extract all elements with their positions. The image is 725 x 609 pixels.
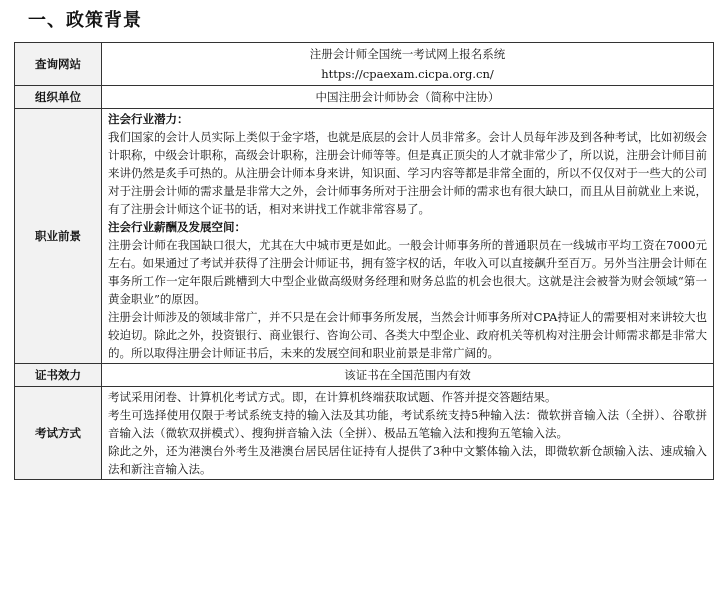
- row-website: [15, 43, 714, 86]
- row-exam: [15, 387, 714, 480]
- exam-input-methods-text: 考生可选择使用仅限于考试系统支持的输入法及其功能，考试系统支持5种输入法：微软拼音输入法（全拼）、谷歌拼音输入法（微软双拼模式）、搜狗拼音输入法（全拼）、极品五笔输入法和搜狗五笔输入法。: [108, 408, 707, 440]
- website-system-name: 注册会计师全国统一考试网上报名系统: [309, 47, 506, 61]
- career-potential-text: 我们国家的会计人员实际上类似于金字塔，也就是底层的会计人员非常多。会计人员每年涉及到各种考试，比如初级会计职称，中级会计职称，高级会计职称，注册会计师等等。但是真正顶尖的人才就非常少了，所以说，注册会计师目前来讲仍然是炙手可热的。从注册会计师本身来讲，知识面、学习内容等都是非常全面的，所以不仅仅对于一些大的公司对于注册会计师的需求量是非常大之外，会计师事务所对于注册会计师的需求也有很大缺口，而且从目前就业上来说，有了注册会计师这个证书的话，相对来讲找工作就非常容易了。: [108, 130, 707, 216]
- career-salary-heading: 注会行业薪酬及发展空间：: [108, 220, 246, 234]
- label-exam: 考试方式: [15, 387, 102, 480]
- career-salary-text: 注册会计师在我国缺口很大，尤其在大中城市更是如此。一般会计师事务所的普通职员在一线城市平均工资在7000元左右。如果通过了考试并获得了注册会计师证书，拥有签字权的话，年收入可以直接飙升至百万。另外当注册会计师在事务所工作一定年限后跳槽到大中型企业做高级财务经理和财务总监的机会也很大。这就是注会被誉为财会领域“第一黄金职业”的原因。: [108, 238, 707, 306]
- row-career: [15, 109, 714, 364]
- website-url-link[interactable]: https://cpaexam.cicpa.org.cn/: [321, 67, 494, 81]
- row-certificate: [15, 364, 714, 387]
- label-website: 查询网站: [15, 43, 102, 86]
- value-exam: [102, 387, 714, 480]
- value-certificate: 该证书在全国范围内有效: [102, 364, 714, 387]
- policy-info-table: [14, 42, 714, 480]
- exam-format-text: 考试采用闭卷、计算机化考试方式。即，在计算机终端获取试题、作答并提交答题结果。: [108, 390, 557, 404]
- section-title: 一、政策背景: [28, 10, 142, 31]
- value-career: [102, 109, 714, 364]
- career-potential-heading: 注会行业潜力：: [108, 112, 189, 126]
- label-certificate: 证书效力: [15, 364, 102, 387]
- value-organizer: 中国注册会计师协会（简称中注协）: [102, 86, 714, 109]
- value-website: [102, 43, 714, 86]
- label-organizer: 组织单位: [15, 86, 102, 109]
- row-organizer: [15, 86, 714, 109]
- exam-traditional-input-text: 除此之外，还为港澳台外考生及港澳台居民居住证持有人提供了3种中文繁体输入法，即微软新仓颉输入法、速成输入法和新注音输入法。: [108, 444, 707, 476]
- label-career: 职业前景: [15, 109, 102, 364]
- career-fields-text: 注册会计师涉及的领域非常广，并不只是在会计师事务所发展，当然会计师事务所对CPA持证人的需要相对来讲较大也较迫切。除此之外，投资银行、商业银行、咨询公司、各类大中型企业、政府机关等机构对注册会计师需求都是非常大的。所以取得注册会计师证书后，未来的发展空间和职业前景是非常广阔的。: [108, 310, 707, 360]
